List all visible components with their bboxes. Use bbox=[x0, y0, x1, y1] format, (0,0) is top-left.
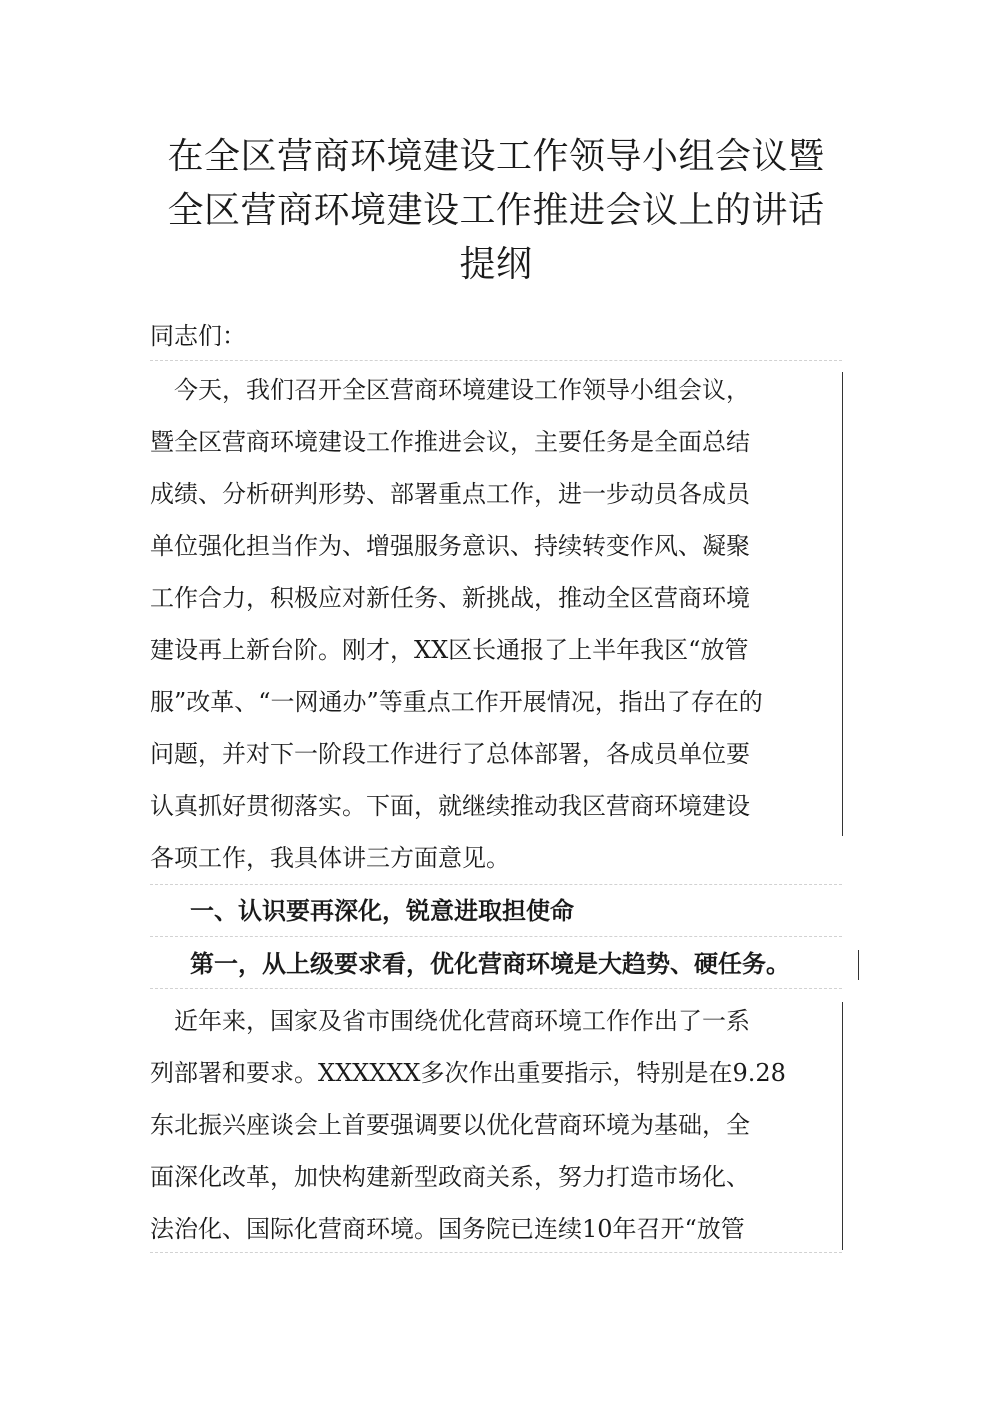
paragraph-line: 法治化、国际化营商环境。国务院已连续10年召开“放管 bbox=[150, 1215, 745, 1243]
paragraph-line: 单位强化担当作为、增强服务意识、持续转变作风、凝聚 bbox=[150, 532, 750, 560]
divider bbox=[150, 988, 842, 989]
divider bbox=[150, 360, 842, 361]
margin-bar bbox=[858, 950, 859, 980]
paragraph-line: 今天，我们召开全区营商环境建设工作领导小组会议， bbox=[150, 376, 750, 404]
paragraph-line: 成绩、分析研判形势、部署重点工作，进一步动员各成员 bbox=[150, 480, 750, 508]
paragraph-line: 认真抓好贯彻落实。下面，就继续推动我区营商环境建设 bbox=[150, 792, 750, 820]
paragraph-body bbox=[150, 995, 842, 1255]
divider bbox=[150, 936, 842, 937]
greeting: 同志们： bbox=[150, 322, 246, 350]
margin-bar bbox=[842, 1002, 843, 1250]
subsection-heading: 第一，从上级要求看，优化营商环境是大趋势、硬任务。 bbox=[190, 950, 790, 978]
divider bbox=[150, 884, 842, 885]
paragraph-line: 各项工作，我具体讲三方面意见。 bbox=[150, 844, 510, 872]
title-line-1: 在全区营商环境建设工作领导小组会议暨 bbox=[167, 136, 825, 177]
title-line-2: 全区营商环境建设工作推进会议上的讲话 bbox=[167, 190, 825, 231]
margin-bar bbox=[842, 372, 843, 836]
paragraph-intro bbox=[150, 364, 842, 884]
paragraph-line: 问题，并对下一阶段工作进行了总体部署，各成员单位要 bbox=[150, 740, 750, 768]
paragraph-line: 暨全区营商环境建设工作推进会议，主要任务是全面总结 bbox=[150, 428, 750, 456]
divider bbox=[150, 1252, 842, 1253]
section-heading: 一、认识要再深化，锐意进取担使命 bbox=[190, 897, 574, 925]
paragraph-line: 建设再上新台阶。刚才，XX区长通报了上半年我区“放管 bbox=[150, 636, 749, 664]
title-line-3: 提纲 bbox=[459, 244, 533, 285]
document-title bbox=[150, 130, 842, 292]
paragraph-line: 工作合力，积极应对新任务、新挑战，推动全区营商环境 bbox=[150, 584, 750, 612]
paragraph-line: 列部署和要求。XXXXXX多次作出重要指示，特别是在9.28 bbox=[150, 1059, 786, 1087]
paragraph-line: 东北振兴座谈会上首要强调要以优化营商环境为基础，全 bbox=[150, 1111, 750, 1139]
paragraph-line: 近年来，国家及省市围绕优化营商环境工作作出了一系 bbox=[150, 1007, 750, 1035]
paragraph-line: 服”改革、“一网通办”等重点工作开展情况，指出了存在的 bbox=[150, 688, 763, 716]
paragraph-line: 面深化改革，加快构建新型政商关系，努力打造市场化、 bbox=[150, 1163, 750, 1191]
